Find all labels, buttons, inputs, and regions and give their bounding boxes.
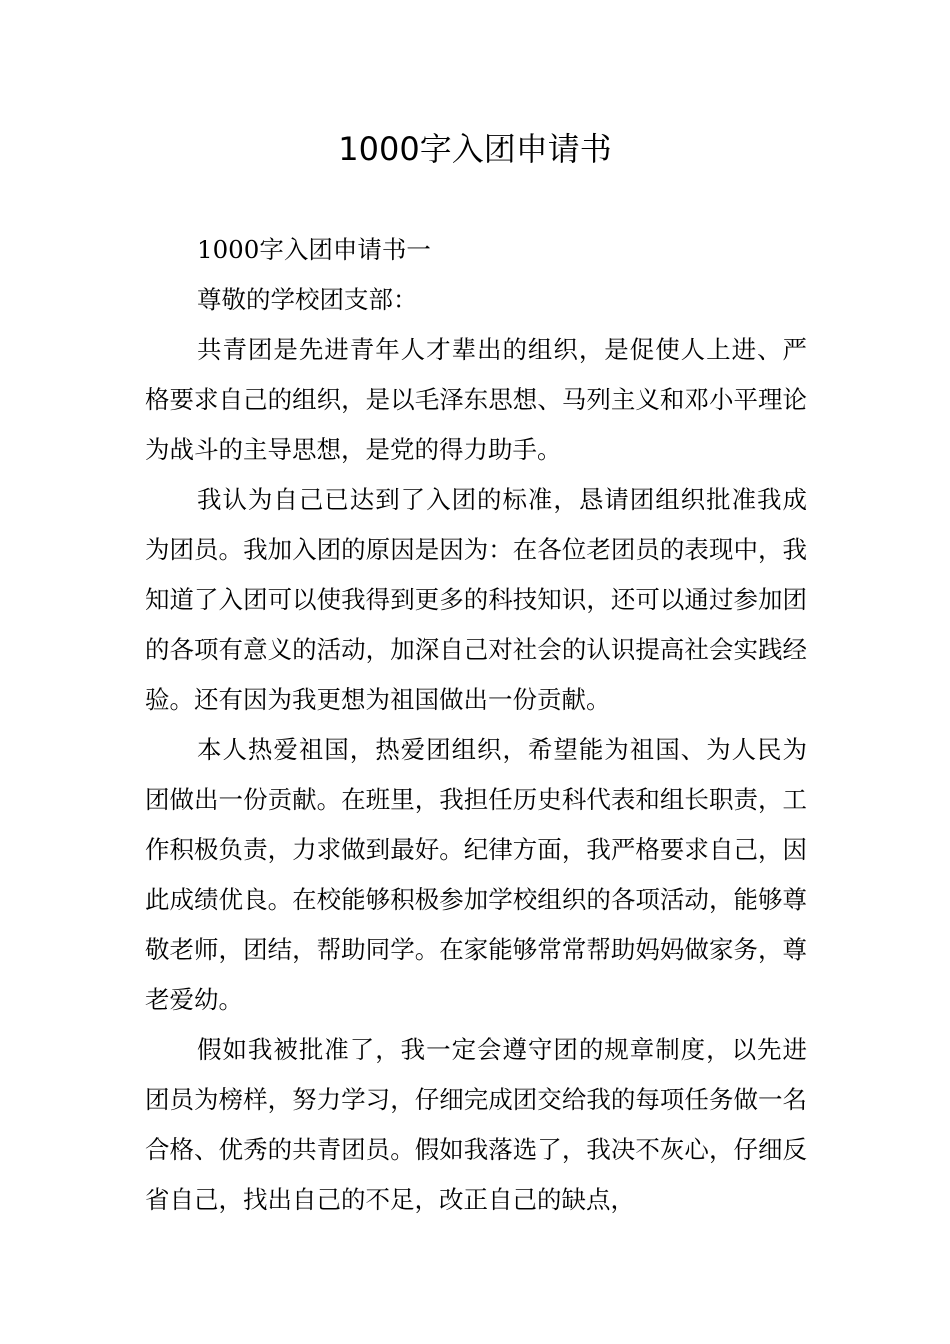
paragraph-3: 本人热爱祖国，热爱团组织，希望能为祖国、为人民为团做出一份贡献。在班里，我担任历史科代表和组长职责，工作积极负责，力求做到最好。纪律方面，我严格要求自己，因此成绩优良。在校能够积极参加学校组织的各项活动，能够尊敬老师，团结，帮助同学。在家能够常常帮助妈妈做家务，尊老爱幼。 xyxy=(145,735,807,1014)
salutation: 尊敬的学校团支部： xyxy=(197,285,418,314)
document-title: 1000字入团申请书 xyxy=(338,130,612,168)
paragraph-4: 假如我被批准了，我一定会遵守团的规章制度，以先进团员为榜样，努力学习，仔细完成团交给我的每项任务做一名合格、优秀的共青团员。假如我落选了，我决不灰心，仔细反省自己，找出自己的不足，改正自己的缺点， xyxy=(145,1035,807,1214)
paragraph-1: 共青团是先进青年人才辈出的组织，是促使人上进、严格要求自己的组织，是以毛泽东思想、马列主义和邓小平理论为战斗的主导思想，是党的得力助手。 xyxy=(145,335,807,464)
document-body xyxy=(145,225,807,1225)
paragraph-2: 我认为自己已达到了入团的标准，恳请团组织批准我成为团员。我加入团的原因是因为：在各位老团员的表现中，我知道了入团可以使我得到更多的科技知识，还可以通过参加团的各项有意义的活动，加深自己对社会的认识提高社会实践经验。还有因为我更想为祖国做出一份贡献。 xyxy=(145,485,807,714)
section-heading: 1000字入团申请书一 xyxy=(197,235,431,264)
